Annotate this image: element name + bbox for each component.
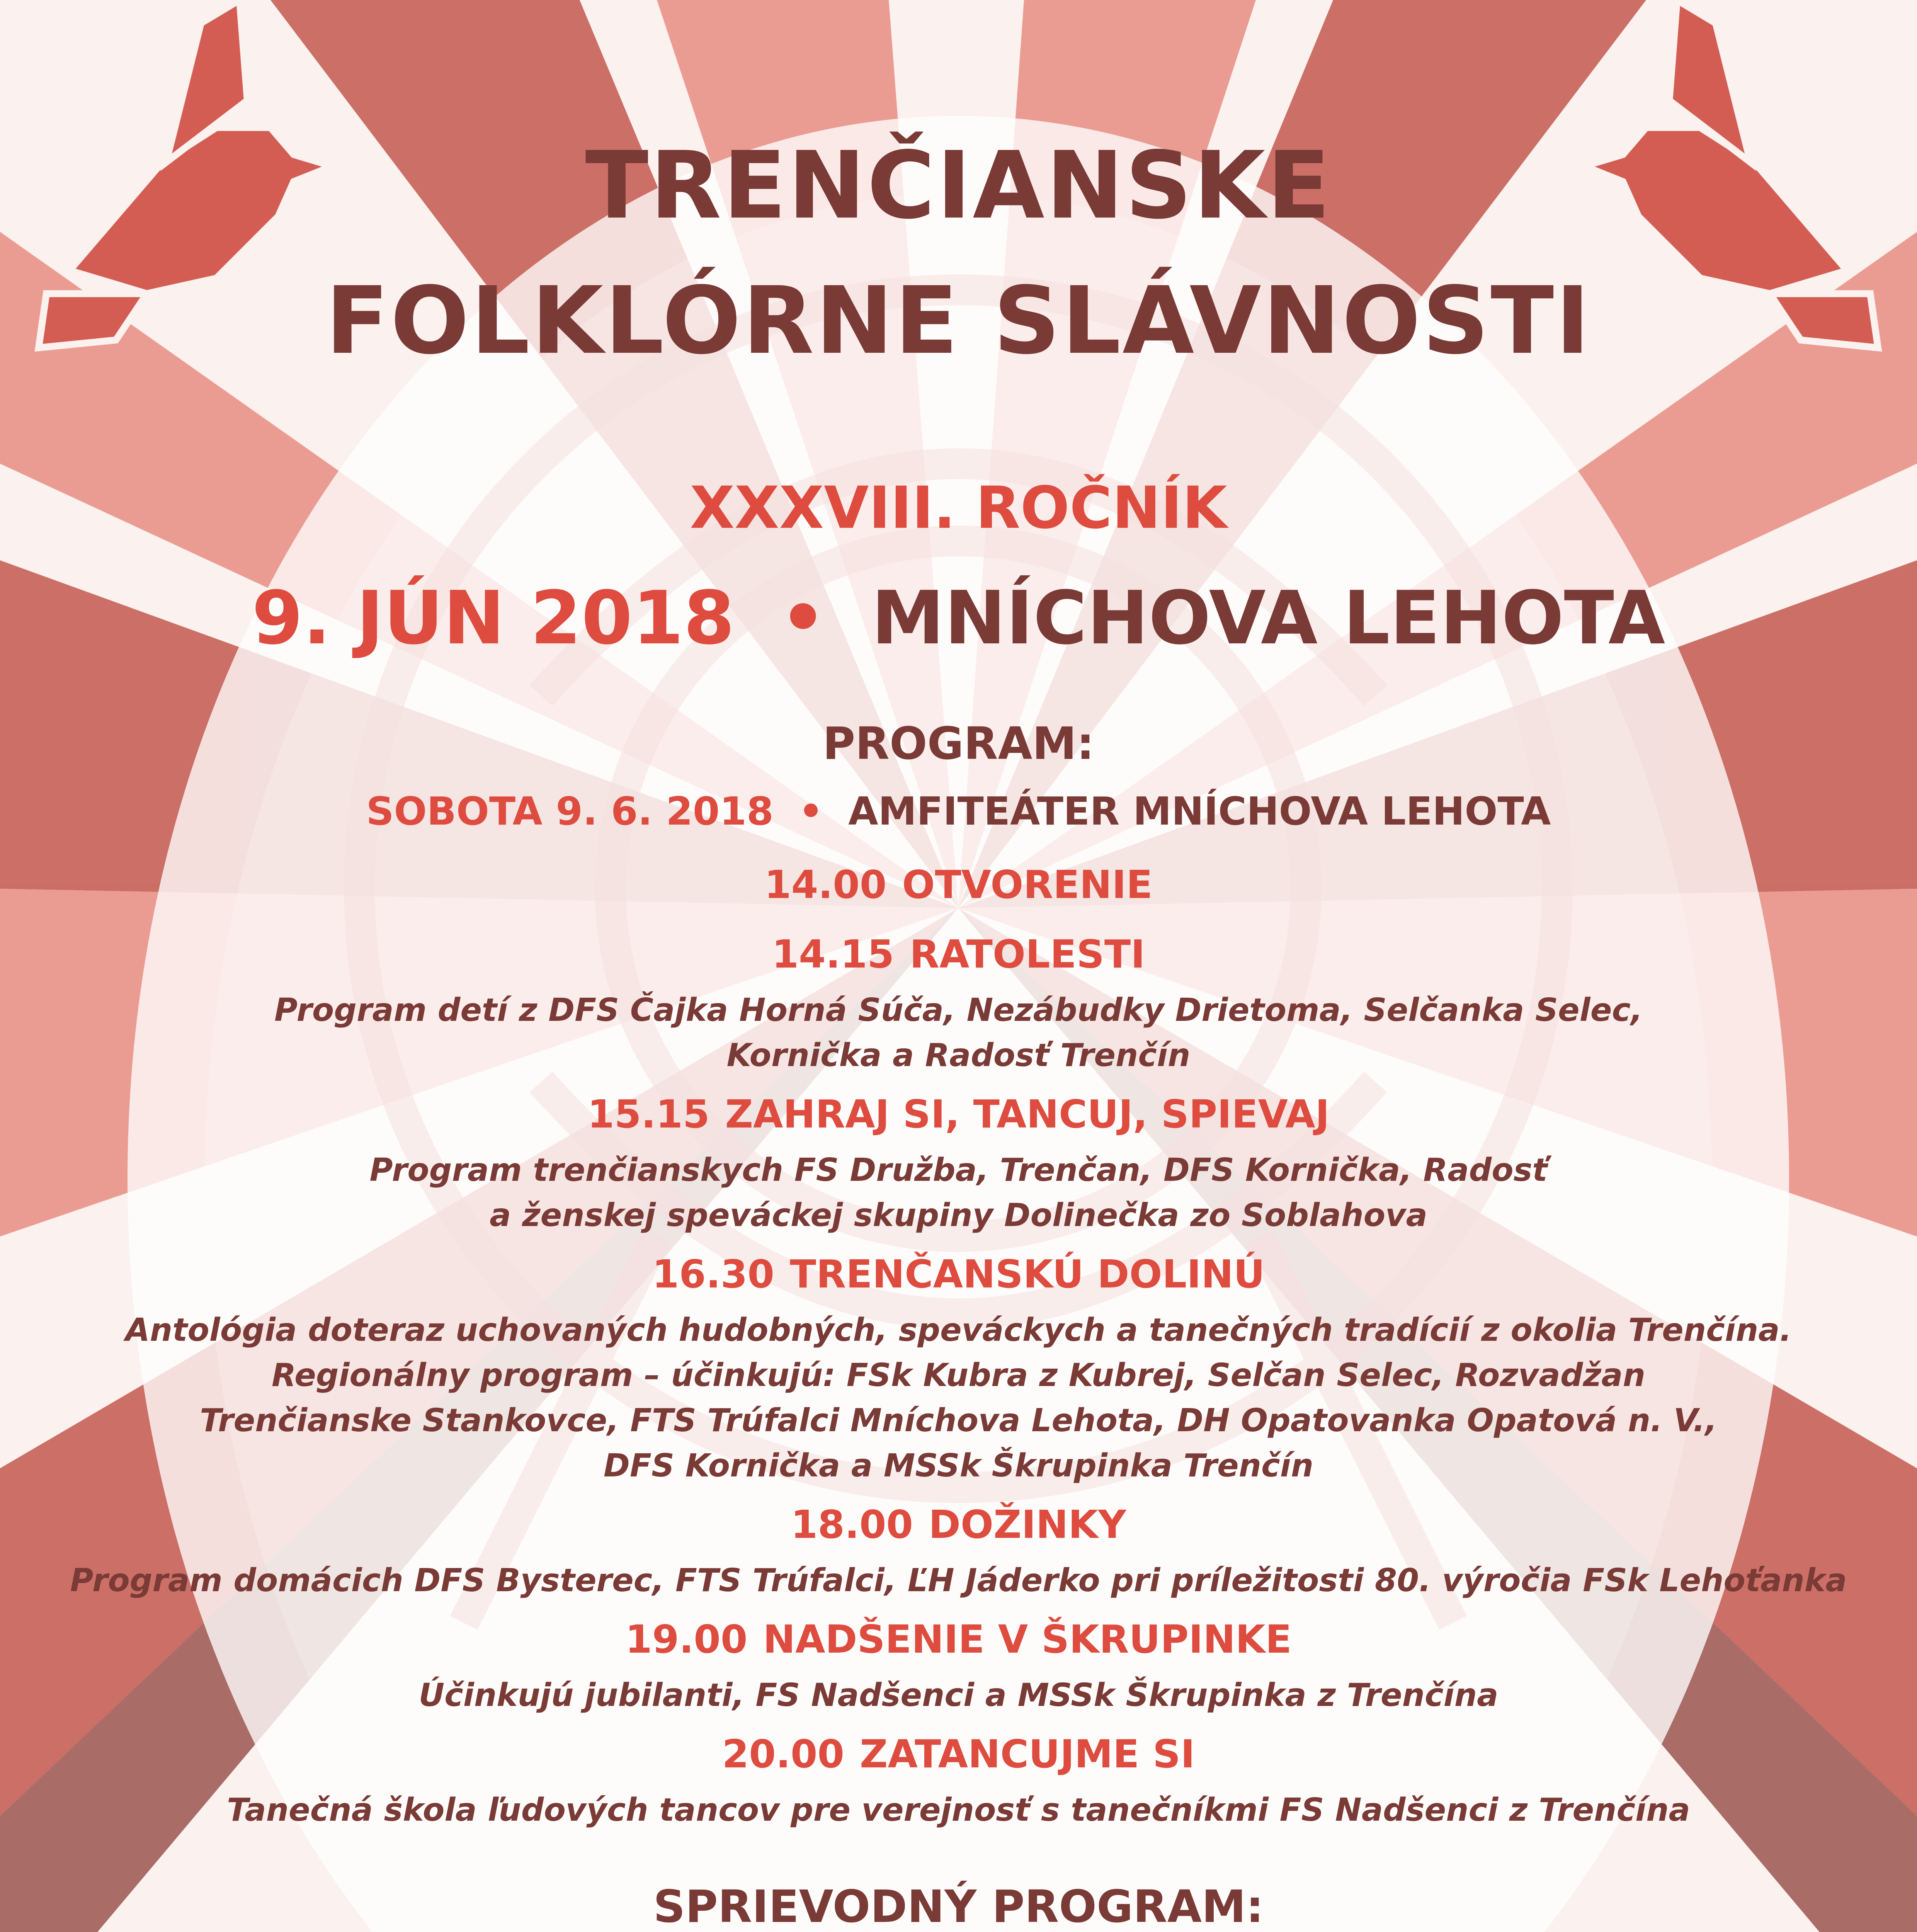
program-day: SOBOTA 9. 6. 2018 — [366, 789, 774, 834]
program-item-heading — [0, 1091, 1917, 1138]
program-item-time: 20.00 — [722, 1731, 844, 1777]
program-item-description: Program trenčianskych FS Družba, Trenčan, DFS Kornička, Radosť — [369, 1152, 1548, 1189]
program-item-name: DOŽINKY — [928, 1502, 1126, 1547]
side-program-heading: SPRIEVODNÝ PROGRAM: — [653, 1881, 1264, 1932]
program-item-heading — [0, 1731, 1917, 1777]
program-item-description: Program domácich DFS Bysterec, FTS Trúfalci, ĽH Jáderko pri príležitosti 80. výročia FSk Lehoťanka — [70, 1562, 1847, 1599]
program-item-description: Regionálny program – účinkujú: FSk Kubra z Kubrej, Selčan Selec, Rozvadžan — [272, 1357, 1645, 1394]
program-item-time: 14.15 — [772, 932, 894, 977]
program-item-heading — [0, 1502, 1917, 1548]
program-item-description: Antológia doteraz uchovaných hudobných, speváckych a tanečných tradícií z okolia Trenčína. — [125, 1312, 1792, 1349]
program-item-time: 15.15 — [587, 1092, 710, 1137]
program-item-name: OTVORENIE — [902, 862, 1153, 907]
program-item-name: NADŠENIE V ŠKRUPINKE — [763, 1617, 1292, 1662]
program-item-time: 14.00 — [764, 862, 887, 907]
program-item-description: Tanečná škola ľudových tancov pre verejnosť s tanečníkmi FS Nadšenci z Trenčína — [227, 1792, 1690, 1828]
program-item-time: 18.00 — [791, 1502, 913, 1547]
title-line-1: TRENČIANSKE — [585, 131, 1332, 240]
bullet: • — [779, 575, 827, 661]
program-item-heading — [0, 1616, 1917, 1663]
program-item-description: a ženskej speváckej skupiny Dolinečka zo Soblahova — [490, 1197, 1427, 1234]
program-item-time: 16.30 — [652, 1252, 774, 1297]
program-item-name: RATOLESTI — [909, 932, 1145, 977]
program-item-description: Účinkujú jubilanti, FS Nadšenci a MSSk Škrupinka z Trenčína — [418, 1677, 1499, 1714]
program-item-heading — [0, 862, 1917, 908]
edition: XXXVIII. ROČNÍK — [690, 474, 1227, 542]
program-item-name: ZAHRAJ SI, TANCUJ, SPIEVAJ — [725, 1092, 1330, 1137]
program-item-name: ZATANCUJME SI — [859, 1731, 1195, 1777]
program-item-time: 19.00 — [625, 1617, 748, 1662]
program-item-description: Trenčianske Stankovce, FTS Trúfalci Mníchova Lehota, DH Opatovanka Opatová n. V., — [200, 1402, 1717, 1439]
program-venue: AMFITEÁTER MNÍCHOVA LEHOTA — [848, 789, 1551, 834]
event-place: MNÍCHOVA LEHOTA — [871, 575, 1665, 661]
program-item-description: DFS Kornička a MSSk Škrupinka Trenčín — [603, 1447, 1314, 1484]
date-place-line — [0, 576, 1917, 661]
program-item-heading — [0, 1251, 1917, 1298]
title-line-2: FOLKLÓRNE SLÁVNOSTI — [325, 267, 1592, 375]
event-date: 9. JÚN 2018 — [252, 575, 735, 661]
program-item-heading — [0, 931, 1917, 978]
program-item-name: TRENČANSKÚ DOLINÚ — [790, 1252, 1265, 1297]
program-heading: PROGRAM: — [823, 718, 1094, 770]
program-item-description: Program detí z DFS Čajka Horná Súča, Nezábudky Drietoma, Selčanka Selec, — [274, 992, 1643, 1029]
program-day-line — [0, 788, 1917, 835]
bullet: • — [798, 789, 823, 834]
program-item-description: Kornička a Radosť Trenčín — [726, 1037, 1191, 1074]
